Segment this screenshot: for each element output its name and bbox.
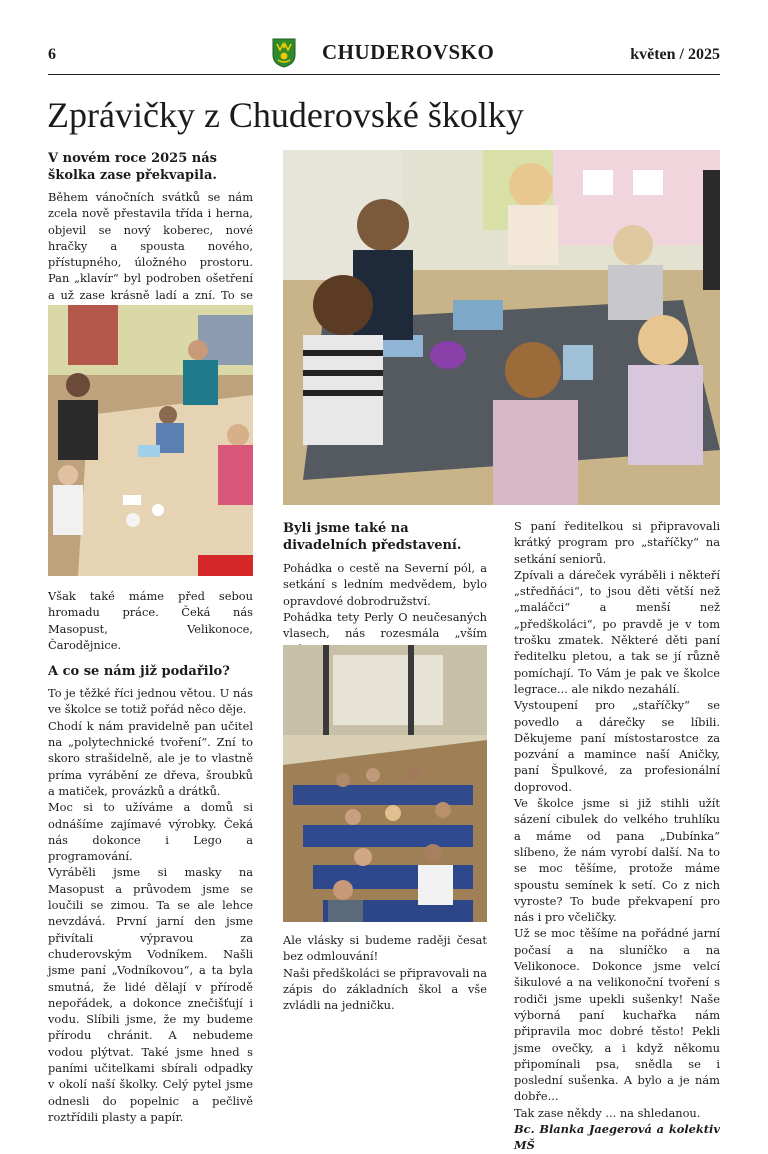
paragraph: Chodí k nám pravidelně pan učitel na „polytechnické tvoření“. Zní to skoro strašidelně, ale je to vlastně príma vyrábění ze dřeva, šroubků a matiček, provázků a drátků. [48, 718, 253, 798]
page-number: 6 [48, 46, 56, 63]
column-3-text [514, 518, 720, 1154]
paragraph: Však také máme před sebou hromadu práce. Čeká nás Masopust, Velikonoce, Čarodějnice. [48, 589, 253, 652]
section-heading: V novém roce 2025 nás školka zase překvapila. [48, 151, 217, 183]
paragraph: Pohádka o cestě na Severní pól, a setkání s ledním medvědem, bylo opravdové dobrodružství. [283, 561, 487, 608]
paragraph: Už se moc těšíme na pořádné jarní počasí a na sluníčko a na Velikonoce. Dokonce jsme velcí šikulové a na velikonoční tvoření s rodiči jsme upekli sušenky! Naše výborná paní kuchařka nám připravila moc dobré těsto! Pekli jsme ovečky, a i když někomu připomínali psa, snědla se i poslední sušenka. A bylo a je nám dobře... [514, 926, 720, 1104]
paragraph: Ve školce jsme si již stihli užít sázení cibulek do velkého truhlíku a máme od pana „Dubínka“ slíbeno, že nám vyrobí další. Na to se moc těšíme, protože máme spoustu semínek k setí. Co z nich vyroste? To bude překvapení pro nás i pro včeličky. [514, 796, 720, 925]
article-title: Zprávičky z Chuderovské školky [47, 95, 524, 135]
column-2-text [283, 520, 487, 658]
paragraph: Zpívali a dáreček vyráběli i někteří „středňáci“, to jsou děti větší než „maláčci“ a menší než „předškoláci“, po pravdě je v tom trošku zmatek. Některé děti paní ředitelku pletou, a tak se jí různě pomíchají. To Vám je pak ve školce legrace... ale nikdo nezahálí. [514, 567, 720, 696]
column-2-lower-text [283, 932, 487, 1013]
section-heading: Byli jsme také na divadelních představení. [283, 521, 462, 553]
paragraph: Naši předškoláci se připravovali na zápis do základních škol a vše zvládli na jedničku. [283, 965, 487, 1013]
classroom-photo [48, 305, 253, 576]
paragraph: Vyráběli jsme si masky na Masopust a průvodem jsme se loučili se zimou. Ta se ale lehce nevzdává. První jarní den jsme přivítali výpravou za chuderovským Vodníkem. Našli jsme paní „Vodníkovou“, a ta byla smutná, že lidé dělají v přírodě nepořádek, a dokonce znečišťují i vodu. Slíbili jsme, že my budeme přírodu chránit. A nebudeme vodou plýtvat. Také jsme hned s paními učitelkami sbírali odpadky v okolí naší školky. Celý pytel jsme odnesli do popelnic a pečlivě roztřídili plasty a papír. [48, 865, 253, 1124]
paragraph: Tak zase někdy ... na shledanou. [514, 1105, 701, 1120]
craft-activity-photo [283, 150, 720, 505]
column-1-intro [48, 150, 253, 319]
paragraph: S paní ředitelkou si připravovali krátký program pro „staříčky“ na setkání seniorů. [514, 519, 720, 566]
paragraph: To je těžké říci jednou větou. U nás ve školce se totiž pořád něco děje. [48, 686, 253, 717]
author-signature: Bc. Blanka Jaegerová a kolektiv MŠ [514, 1121, 720, 1153]
paragraph: Během vánočních svátků se nám zcela nově přestavila třída i herna, objevil se nový koberec, nové hračky a spousta nového, přístupného, úložného prostoru. Pan „klavír“ byl podroben ošetření a už zase krásně ladí a zní. To se [48, 190, 253, 302]
column-1-body [48, 588, 253, 1125]
theatre-audience-photo [283, 645, 487, 922]
header-divider [48, 74, 720, 75]
section-heading: A co se nám již podařilo? [48, 664, 230, 680]
paragraph: Vystoupení pro „staříčky“ se povedlo a dárečky se líbili. Děkujeme paní místostarostce za pozvání a mamince naší Aničky, paní Špulkové, za profesionální doprovod. [514, 698, 720, 794]
paragraph: Pohádka tety Perly O neučesaných vlasech, nás rozesmála „vším [283, 609, 487, 641]
publication-title: CHUDEROVSKO [322, 40, 495, 64]
paragraph: Ale vlásky si budeme raději česat bez odmlouvání! [283, 933, 487, 964]
municipal-crest-icon [272, 38, 296, 68]
issue-date: květen / 2025 [630, 46, 720, 63]
paragraph: Moc si to užíváme a domů si odnášíme zajímavé výrobky. Čeká nás dokonce i Lego a programování. [48, 800, 253, 864]
